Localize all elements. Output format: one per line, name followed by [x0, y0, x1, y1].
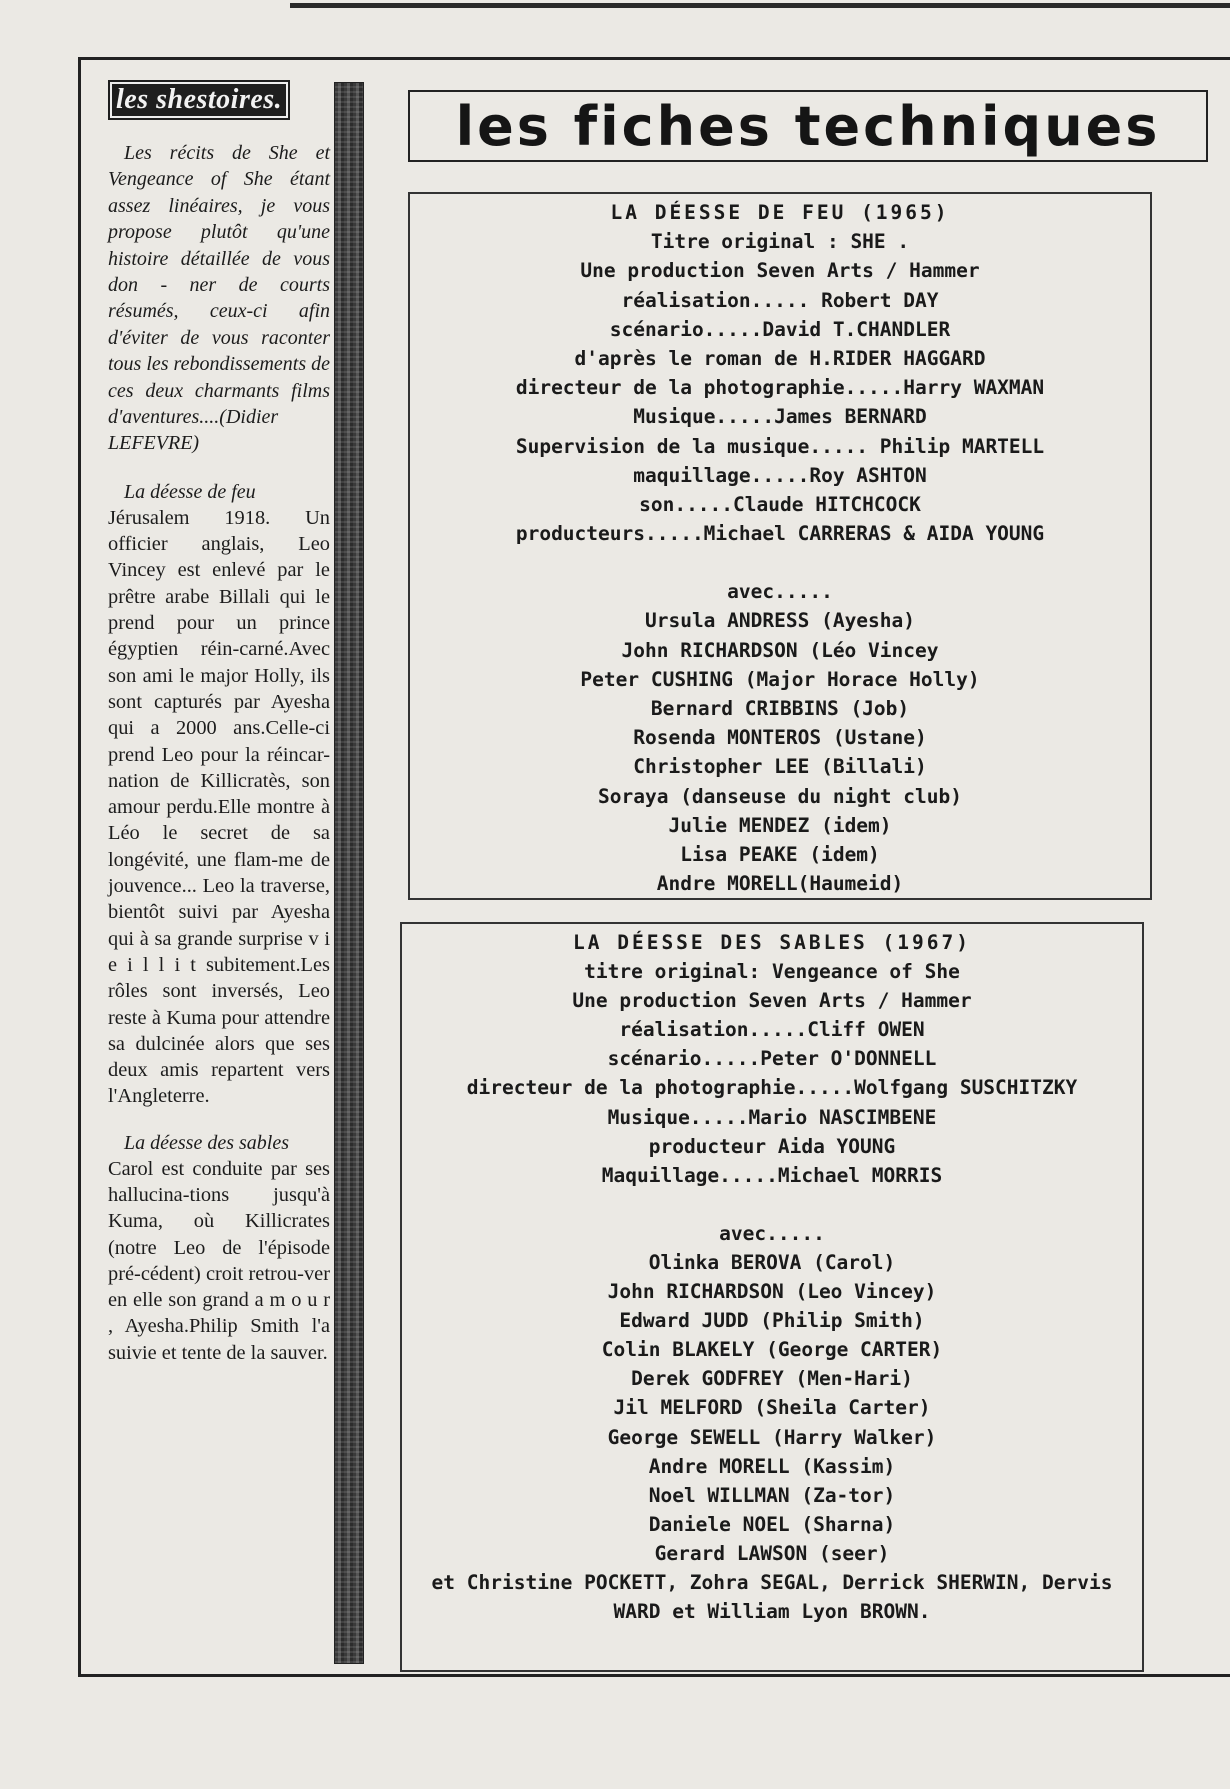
- story-2-text: Carol est conduite par ses hallucina-tions jusqu'à Kuma, où Killicrates (notre Leo de l'épisode pré-cédent) croit retrou-ver en elle son grand a m o u r , Ayesha.Philip Smith l'a suivie et tente de la sauver.: [108, 1157, 330, 1364]
- film-2-credits-box: [400, 922, 1144, 1672]
- intro-paragraph: Les récits de She et Vengeance of She étant assez linéaires, je vous propose plutôt qu'une histoire détaillée de vous don - ner de courts résumés, ceux-ci afin d'éviter de vous raconter tous les rebondissements de ces deux charmants films d'aventures....(Didier LEFEVRE): [108, 142, 331, 455]
- sidebar-heading: les shestoires.: [108, 80, 290, 120]
- top-rule: [290, 3, 1230, 8]
- credit-line: Maquillage.....Michael MORRIS: [601, 1163, 943, 1187]
- cast-line: Soraya (danseuse du night club): [598, 784, 962, 808]
- cast-line: Rosenda MONTEROS (Ustane): [633, 726, 927, 750]
- credit-line: Musique.....James BERNARD: [633, 405, 927, 429]
- credit-line: Titre original : SHE .: [650, 230, 910, 254]
- cast-line: Olinka BEROVA (Carol): [648, 1250, 896, 1274]
- credit-line: directeur de la photographie.....Harry WAXMAN: [515, 376, 1045, 400]
- credit-line: titre original: Vengeance of She: [584, 960, 960, 984]
- credit-line: producteurs.....Michael CARRERAS & AIDA YOUNG: [515, 522, 1045, 546]
- story-2-title: La déesse des sables: [124, 1131, 289, 1154]
- cast-line: Peter CUSHING (Major Horace Holly): [580, 667, 980, 691]
- film-1-cast-list: [410, 606, 1150, 898]
- film-1-credits-box: [408, 192, 1152, 900]
- credit-line: maquillage.....Roy ASHTON: [633, 463, 927, 487]
- film-2-cast-list: [402, 1248, 1142, 1568]
- cast-line: Andre MORELL (Kassim): [648, 1454, 896, 1478]
- credit-line: Supervision de la musique..... Philip MARTELL: [515, 434, 1045, 458]
- cast-line: Gerard LAWSON (seer): [654, 1541, 890, 1565]
- cast-line: Daniele NOEL (Sharna): [648, 1512, 896, 1536]
- cast-line: John RICHARDSON (Leo Vincey): [607, 1280, 937, 1304]
- film-2-credits-list: [402, 957, 1142, 1190]
- cast-line: Bernard CRIBBINS (Job): [650, 697, 910, 720]
- credit-line: directeur de la photographie.....Wolfgang SUSCHITZKY: [466, 1076, 1078, 1100]
- cast-line: Noel WILLMAN (Za-tor): [648, 1483, 896, 1507]
- cast-line: Jil MELFORD (Sheila Carter): [613, 1396, 931, 1420]
- credit-line: d'après le roman de H.RIDER HAGGARD: [574, 346, 986, 370]
- cast-line: Edward JUDD (Philip Smith): [619, 1309, 925, 1333]
- credit-line: scénario.....David T.CHANDLER: [609, 317, 951, 341]
- credit-line: réalisation.....Cliff OWEN: [619, 1018, 925, 1042]
- credit-line: Une production Seven Arts / Hammer: [580, 259, 980, 283]
- story-1-title: La déesse de feu: [124, 480, 256, 503]
- film-1-avec: avec.....: [727, 580, 833, 604]
- cast-line: Lisa PEAKE (idem): [680, 842, 880, 866]
- credit-line: producteur Aida YOUNG: [648, 1134, 896, 1158]
- spacer: [410, 548, 1150, 577]
- cast-line: Derek GODFREY (Men-Hari): [631, 1367, 913, 1391]
- film-2-avec: avec.....: [719, 1221, 825, 1245]
- cast-line: Ursula ANDRESS (Ayesha): [644, 609, 916, 633]
- cast-line: Colin BLAKELY (George CARTER): [601, 1338, 943, 1362]
- spacer: [402, 1190, 1142, 1219]
- credit-line: son.....Claude HITCHCOCK: [639, 492, 921, 516]
- film-2-title: LA DÉESSE DES SABLES (1967): [573, 931, 971, 954]
- cast-line: George SEWELL (Harry Walker): [607, 1425, 937, 1449]
- cast-line: John RICHARDSON (Léo Vincey: [621, 638, 939, 662]
- story-1-text: Jérusalem 1918. Un officier anglais, Leo Vincey est enlevé par le prêtre arabe Billali qui le prend pour un prince égyptien réin-carné.Avec son ami le major Holly, ils sont capturés par Ayesha qui a 2000 ans.Celle-ci prend Leo pour la réincar-nation de Killicratès, son amour perdu.Elle montre à Léo le secret de sa longévité, une flam-me de jouvence... Leo la traverse, bientôt suivi par Ayesha qui à sa grande surprise v i e i l l i t subitement.Les rôles sont inversés, Leo reste à Kuma pour attendre sa dulcinée alors que ses deux amis repartent vers l'Angleterre.: [108, 506, 330, 1108]
- credit-line: Une production Seven Arts / Hammer: [572, 989, 972, 1013]
- cast-line: Christopher LEE (Billali): [633, 755, 927, 779]
- credit-line: réalisation..... Robert DAY: [621, 288, 939, 312]
- main-title-box: [408, 90, 1208, 162]
- cast-line: Julie MENDEZ (idem): [668, 813, 892, 837]
- film-2-extra-cast: et Christine POCKETT, Zohra SEGAL, Derrick SHERWIN, Dervis WARD et William Lyon BROWN.: [431, 1570, 1113, 1623]
- cast-line: Andre MORELL(Haumeid): [656, 872, 904, 896]
- film-1-title: LA DÉESSE DE FEU (1965): [610, 201, 950, 224]
- decorative-texture-bar: [334, 82, 364, 1664]
- sidebar: [108, 80, 330, 1366]
- credit-line: Musique.....Mario NASCIMBENE: [607, 1105, 937, 1129]
- page-title: les fiches techniques: [455, 94, 1161, 158]
- film-1-credits-list: [410, 227, 1150, 548]
- credit-line: scénario.....Peter O'DONNELL: [607, 1047, 937, 1071]
